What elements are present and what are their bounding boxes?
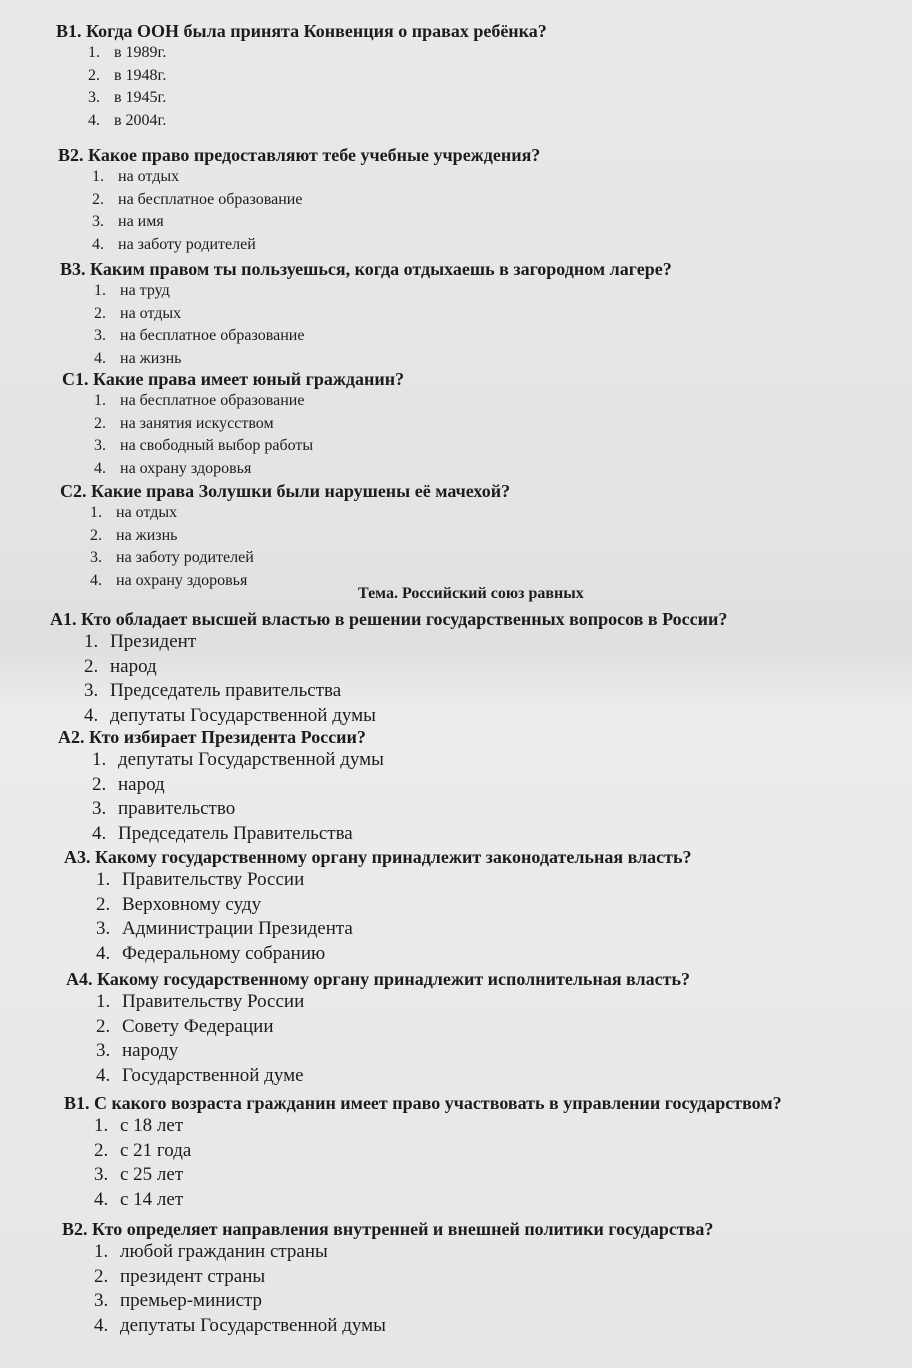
option-number: 2. [90,526,102,544]
answer-option [92,189,912,212]
answer-option [94,1114,912,1139]
option-text: на бесплатное образование [120,327,305,344]
option-number: 4. [88,111,100,129]
question-block [0,968,912,1088]
option-text: на отдых [118,168,180,185]
option-text: Администрации Президента [122,918,353,939]
answer-option [94,458,912,481]
option-number: 4. [94,459,106,477]
question-block [0,20,912,132]
option-text: на охрану здоровья [120,459,252,477]
option-text: Правительству России [122,991,305,1012]
option-number: 3. [92,798,107,819]
answer-option [94,303,912,326]
answer-option [84,704,912,729]
option-text: президент страны [120,1265,266,1287]
option-number: 3. [88,89,100,106]
answer-option [96,990,912,1015]
answer-option [96,893,912,918]
option-number: 3. [90,549,102,566]
answer-option [90,547,912,570]
option-number: 3. [94,437,106,454]
option-number: 3. [94,1290,109,1311]
option-text: с 18 лет [120,1115,184,1136]
option-text: с 25 лет [120,1164,184,1185]
answer-option [94,435,912,458]
answer-option [94,413,912,436]
question-title: А2. Кто избирает Президента России? [58,727,366,747]
option-text: на отдых [116,504,178,521]
question-title: В2. Кто определяет направления внутренней и внешней политики государства? [62,1219,714,1239]
answer-option [96,917,912,942]
option-text: с 21 года [120,1139,192,1161]
option-number: 1. [94,1115,109,1136]
option-text: на заботу родителей [116,549,254,566]
answer-option [94,1289,912,1314]
option-number: 1. [94,392,106,409]
answer-option [94,1265,912,1290]
question-title: С2. Какие права Золушки были нарушены её мачехой? [60,481,511,501]
question-block [0,726,912,846]
option-text: Председатель правительства [110,680,342,701]
question-block [0,1092,912,1212]
question-title: В1. Когда ООН была принята Конвенция о правах ребёнка? [56,21,547,41]
answer-option [90,502,912,525]
answer-option [84,679,912,704]
option-text: депутаты Государственной думы [118,749,384,770]
option-text: Верховному суду [122,893,262,915]
option-text: на жизнь [120,349,182,367]
option-number: 2. [88,66,100,84]
answer-option [92,166,912,189]
answer-option [88,42,912,65]
answer-option [96,868,912,893]
option-text: Правительству России [122,869,305,890]
answer-option [94,1139,912,1164]
answer-option [92,773,912,798]
answer-option [92,822,912,847]
topic-heading: Тема. Российский союз равных [358,585,584,602]
option-number: 2. [94,304,106,322]
question-title: А1. Кто обладает высшей властью в решении государственных вопросов в России? [50,609,728,629]
option-text: депутаты Государственной думы [120,1314,386,1336]
question-block [0,368,912,480]
option-number: 4. [90,571,102,589]
option-text: на жизнь [116,526,178,544]
question-title: В1. С какого возраста гражданин имеет право участвовать в управлении государством? [64,1093,782,1113]
option-number: 4. [96,1064,111,1086]
question-block [0,144,912,256]
option-text: в 1945г. [114,89,167,106]
option-number: 1. [96,991,111,1012]
option-number: 2. [92,190,104,208]
option-number: 4. [92,235,104,253]
option-number: 1. [92,168,104,185]
answer-option [92,211,912,234]
option-number: 1. [96,869,111,890]
answer-option [96,1064,912,1089]
option-number: 1. [90,504,102,521]
option-number: 2. [96,1015,111,1037]
answer-option [94,1188,912,1213]
option-number: 3. [94,1164,109,1185]
option-number: 4. [84,704,99,726]
option-text: премьер-министр [120,1290,263,1311]
option-text: на отдых [120,304,182,322]
question-block [0,846,912,966]
option-number: 4. [94,1188,109,1210]
option-number: 3. [84,680,99,701]
option-number: 3. [92,213,104,230]
option-text: в 2004г. [114,111,167,129]
answer-option [88,87,912,110]
option-text: в 1989г. [114,44,167,61]
option-number: 3. [96,1040,111,1061]
answer-option [94,325,912,348]
option-text: на свободный выбор работы [120,437,314,454]
option-text: на заботу родителей [118,235,256,253]
option-text: на бесплатное образование [118,190,303,208]
option-number: 4. [94,1314,109,1336]
question-block [0,480,912,592]
question-title: А4. Какому государственному органу принадлежит исполнительная власть? [66,969,690,989]
answer-option [94,348,912,371]
answer-option [90,525,912,548]
answer-option [94,390,912,413]
answer-option [96,1039,912,1064]
question-title: А3. Какому государственному органу принадлежит законодательная власть? [64,847,692,867]
option-number: 3. [96,918,111,939]
answer-option [94,1163,912,1188]
question-block [0,1218,912,1338]
option-text: Совету Федерации [122,1015,274,1037]
option-number: 2. [94,1139,109,1161]
option-number: 4. [94,349,106,367]
option-number: 2. [92,773,107,795]
answer-option [96,1015,912,1040]
option-text: в 1948г. [114,66,167,84]
option-text: любой гражданин страны [120,1241,328,1262]
option-text: на имя [118,213,164,230]
option-text: народу [122,1040,179,1061]
question-block [0,258,912,370]
option-number: 2. [94,414,106,432]
answer-option [94,1314,912,1339]
answer-option [92,797,912,822]
option-text: на труд [120,282,170,299]
option-text: на бесплатное образование [120,392,305,409]
answer-option [94,1240,912,1265]
question-block [0,608,912,728]
option-number: 1. [88,44,100,61]
option-text: Председатель Правительства [118,822,353,844]
answer-option [88,110,912,133]
option-text: с 14 лет [120,1188,184,1210]
option-text: на занятия искусством [120,414,274,432]
option-text: правительство [118,798,236,819]
question-title: В2. Какое право предоставляют тебе учебные учреждения? [58,145,541,165]
question-title: С1. Какие права имеет юный гражданин? [62,369,405,389]
option-text: Федеральному собранию [122,942,326,964]
answer-option [84,655,912,680]
option-number: 2. [94,1265,109,1287]
option-text: на охрану здоровья [116,571,248,589]
answer-option [88,65,912,88]
option-number: 1. [92,749,107,770]
option-number: 1. [94,282,106,299]
question-title: В3. Каким правом ты пользуешься, когда отдыхаешь в загородном лагере? [60,259,672,279]
answer-option [92,234,912,257]
option-number: 1. [84,631,99,652]
option-text: народ [118,773,165,795]
option-text: Президент [110,631,197,652]
option-number: 4. [96,942,111,964]
option-number: 2. [96,893,111,915]
option-text: народ [110,655,157,677]
option-number: 4. [92,822,107,844]
answer-option [96,942,912,967]
option-text: Государственной думе [122,1064,304,1086]
answer-option [94,280,912,303]
option-number: 3. [94,327,106,344]
option-number: 2. [84,655,99,677]
answer-option [84,630,912,655]
option-text: депутаты Государственной думы [110,704,376,726]
answer-option [92,748,912,773]
option-number: 1. [94,1241,109,1262]
